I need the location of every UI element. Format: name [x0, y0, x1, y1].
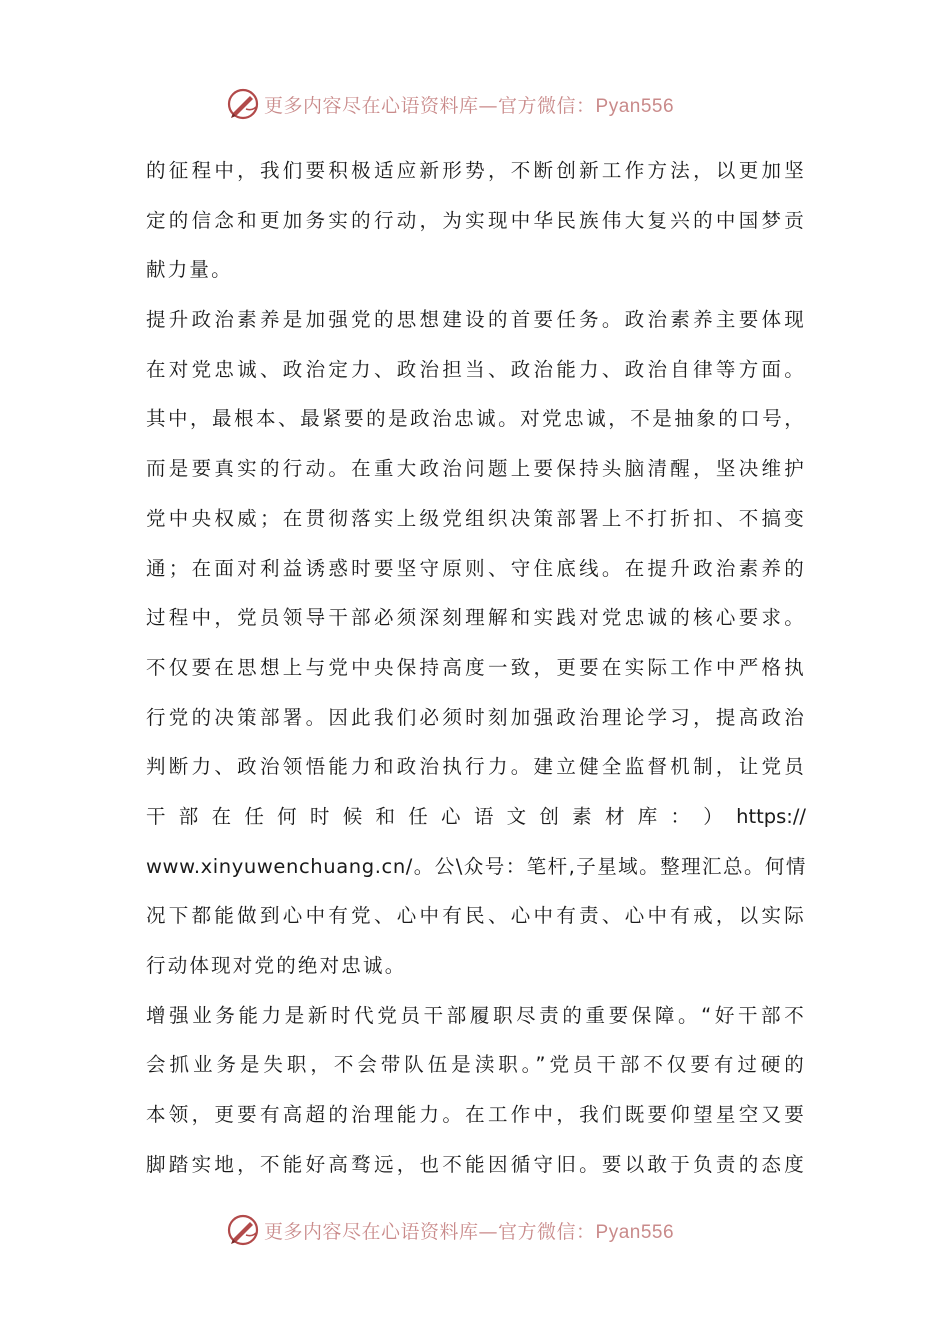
header-banner-text: 更多内容尽在心语资料库—官方微信：Pyan556 [264, 94, 675, 117]
text-line: 献力量。 [146, 258, 233, 282]
text-line: 党中央权威；在贯彻落实上级党组织决策部署上不打折扣、不搞变 [146, 506, 806, 530]
text-line: 在对党忠诚、政治定力、政治担当、政治能力、政治自律等方面。 [146, 357, 806, 381]
text-line: 不仅要在思想上与党中央保持高度一致，更要在实际工作中严格执 [146, 655, 806, 679]
pen-logo-icon [226, 87, 260, 121]
body-text [146, 146, 806, 1189]
text-line: 脚踏实地，不能好高骛远，也不能因循守旧。要以敢于负责的态度 [146, 1152, 806, 1176]
text-line: 过程中，党员领导干部必须深刻理解和实践对党忠诚的核心要求。 [146, 606, 806, 630]
text-line: 会抓业务是失职，不会带队伍是渎职。”党员干部不仅要有过硬的 [146, 1053, 806, 1077]
text-line: 的征程中，我们要积极适应新形势，不断创新工作方法，以更加坚 [146, 159, 806, 182]
text-line: 行动体现对党的绝对忠诚。 [146, 954, 407, 977]
footer-banner-text: 更多内容尽在心语资料库—官方微信：Pyan556 [264, 1220, 675, 1243]
text-line: 定的信念和更加务实的行动，为实现中华民族伟大复兴的中国梦贡 [146, 208, 806, 232]
text-line: 提升政治素养是加强党的思想建设的首要任务。政治素养主要体现 [146, 308, 806, 332]
text-line: 况下都能做到心中有党、心中有民、心中有责、心中有戒，以实际 [146, 904, 806, 928]
text-line: 通；在面对利益诱惑时要坚守原则、守住底线。在提升政治素养的 [146, 556, 806, 580]
text-line: 其中，最根本、最紧要的是政治忠诚。对党忠诚，不是抽象的口号， [146, 407, 806, 431]
header-banner [0, 84, 950, 124]
footer-banner [0, 1210, 950, 1250]
text-line: 行党的决策部署。因此我们必须时刻加强政治理论学习，提高政治 [146, 705, 806, 729]
text-line: 本领，更要有高超的治理能力。在工作中，我们既要仰望星空又要 [146, 1103, 806, 1127]
text-line: 干 部 在 任 何 时 候 和 任 心 语 文 创 素 材 库 ： ） https:// [146, 804, 806, 828]
text-line: 增强业务能力是新时代党员干部履职尽责的重要保障。“好干部不 [146, 1003, 806, 1027]
text-line: www.xinyuwenchuang.cn/。公\众号：笔杆,子星域。整理汇总。何情 [146, 854, 806, 878]
text-line: 而是要真实的行动。在重大政治问题上要保持头脑清醒，坚决维护 [146, 457, 806, 481]
pen-logo-icon [226, 1213, 260, 1247]
text-line: 判断力、政治领悟能力和政治执行力。建立健全监督机制，让党员 [146, 755, 806, 779]
